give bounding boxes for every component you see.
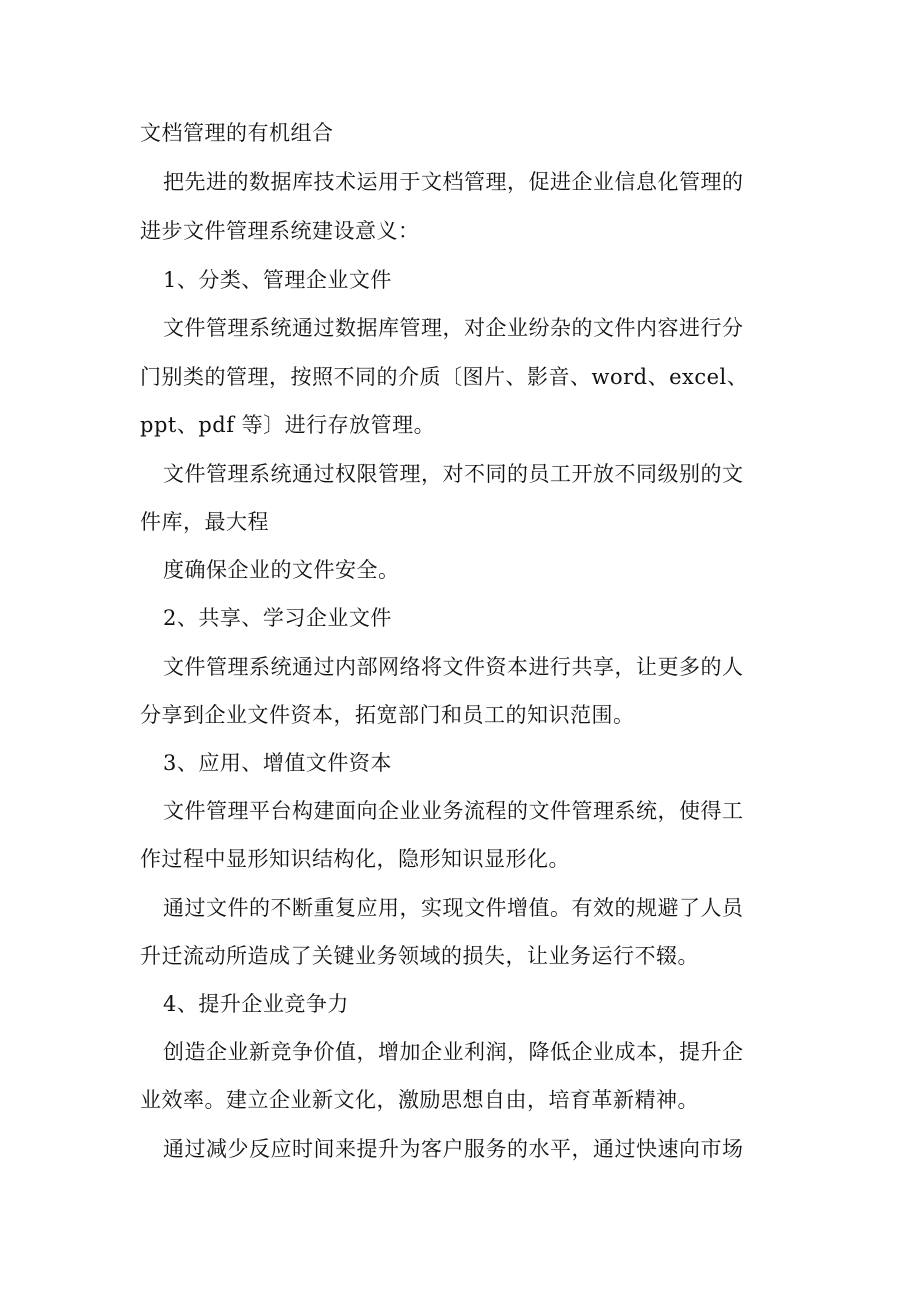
text-line: 度确保企业的文件安全。 (163, 558, 400, 582)
text-line: 通过文件的不断重复应用，实现文件增值。有效的规避了人员 (163, 896, 744, 920)
text-line: 升迁流动所造成了关键业务领域的损失，让业务运行不辍。 (140, 944, 699, 968)
text-line: 文件管理系统通过权限管理，对不同的员工开放不同级别的文 (163, 462, 744, 486)
text-line: 进步文件管理系统建设意义： (140, 219, 420, 243)
text-line: 分享到企业文件资本，拓宽部门和员工的知识范围。 (140, 703, 635, 727)
text-line: 文件管理系统通过内部网络将文件资本进行共享，让更多的人 (163, 655, 744, 679)
text-line: 作过程中显形知识结构化，隐形知识显形化。 (140, 847, 570, 871)
text-line: ppt、pdf 等〕进行存放管理。 (140, 413, 436, 437)
section-heading-3: 3、应用、增值文件资本 (163, 751, 392, 775)
text-line: 创造企业新竞争价值，增加企业利润，降低企业成本，提升企 (163, 1040, 744, 1064)
text-line: 业效率。建立企业新文化，激励思想自由，培育革新精神。 (140, 1088, 699, 1112)
text-line: 文件管理平台构建面向企业业务流程的文件管理系统，使得工 (163, 799, 744, 823)
section-heading-1: 1、分类、管理企业文件 (163, 268, 392, 292)
text-line: 把先进的数据库技术运用于文档管理，促进企业信息化管理的 (163, 170, 744, 194)
text-line: 门别类的管理，按照不同的介质〔图片、影音、word、excel、 (140, 365, 749, 389)
text-line: 件库，最大程 (140, 510, 269, 534)
text-line: 通过减少反应时间来提升为客户服务的水平，通过快速向市场 (163, 1137, 744, 1161)
text-line: 文件管理系统通过数据库管理，对企业纷杂的文件内容进行分 (163, 316, 744, 340)
section-heading-4: 4、提升企业竞争力 (163, 992, 349, 1016)
section-heading-2: 2、共享、学习企业文件 (163, 606, 392, 630)
text-line-title: 文档管理的有机组合 (140, 121, 334, 145)
